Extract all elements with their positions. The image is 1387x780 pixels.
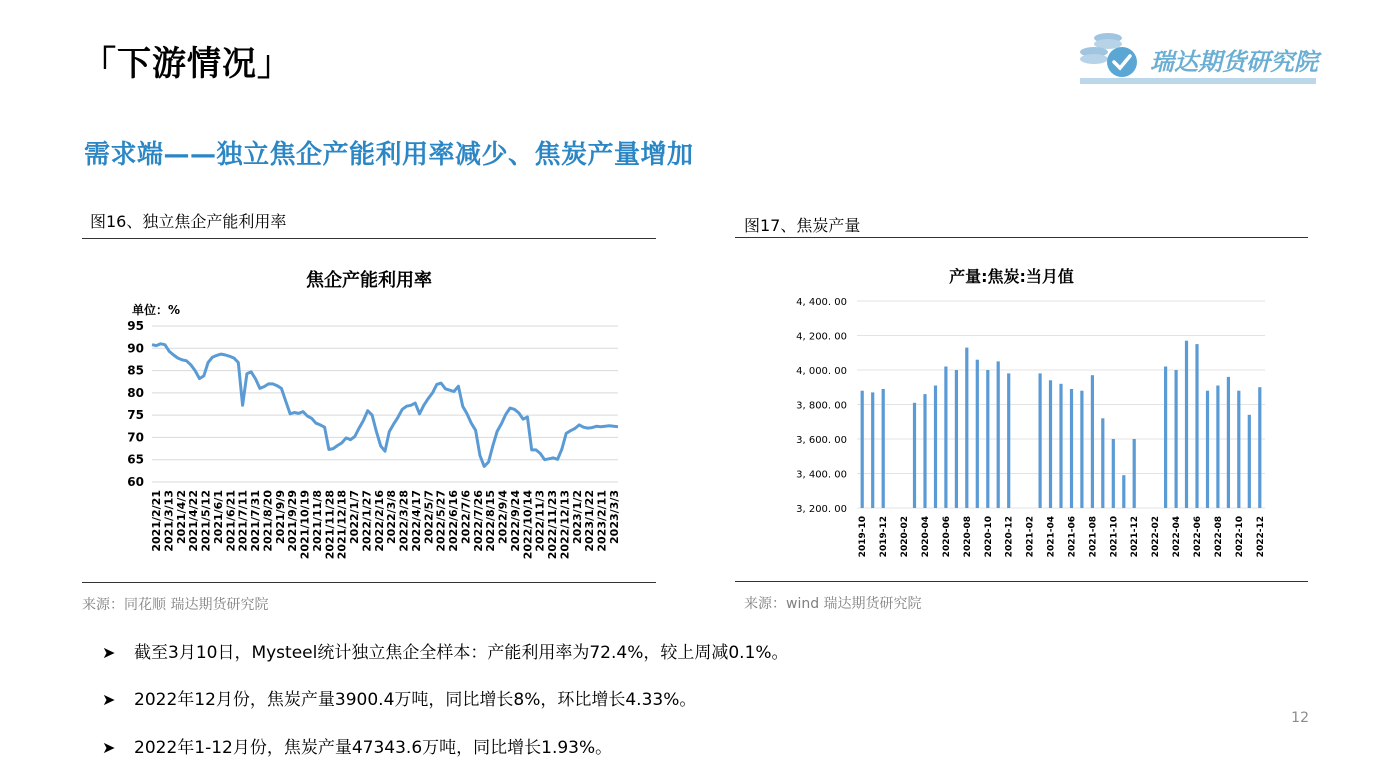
y-tick-label: 3, 600. 00 xyxy=(796,435,847,446)
x-tick-label: 2023/1/2 xyxy=(570,490,584,544)
x-tick-label: 2022/8/15 xyxy=(484,490,498,552)
bar xyxy=(1133,439,1136,508)
bar xyxy=(913,403,916,508)
bar xyxy=(944,367,947,509)
x-tick-label: 2021-10 xyxy=(1109,516,1120,558)
right-figure-caption: 图17、焦炭产量 xyxy=(744,216,861,235)
y-tick-label: 3, 400. 00 xyxy=(796,469,847,481)
x-tick-label: 2021-08 xyxy=(1088,516,1099,558)
x-tick-label: 2021/8/20 xyxy=(261,490,275,552)
x-tick-label: 2021-12 xyxy=(1130,516,1141,558)
x-tick-label: 2021/4/2 xyxy=(174,490,188,544)
coke-output-bar-chart xyxy=(735,288,1308,578)
y-tick-label: 4, 200. 00 xyxy=(796,331,847,343)
page-number: 12 xyxy=(1291,710,1309,726)
bar xyxy=(1237,391,1240,508)
y-tick-label: 4, 000. 00 xyxy=(796,366,847,377)
x-tick-label: 2020-12 xyxy=(1004,516,1015,558)
x-tick-label: 2021/7/31 xyxy=(249,490,262,552)
x-tick-label: 2022/9/4 xyxy=(496,490,510,544)
bar xyxy=(861,391,864,508)
logo-text: 瑞达期货研究院 xyxy=(1150,48,1318,76)
x-tick-label: 2022/4/17 xyxy=(409,490,423,552)
y-tick-label: 3, 200. 00 xyxy=(796,504,847,515)
x-tick-label: 2021/2/21 xyxy=(150,490,163,552)
y-tick-label: 65 xyxy=(127,452,144,467)
bullet-item xyxy=(102,638,789,663)
left-figure-source: 来源：同花顺 瑞达期货研究院 xyxy=(82,597,269,613)
left-chart-title: 焦企产能利用率 xyxy=(306,270,432,291)
bar xyxy=(955,370,958,508)
x-tick-label: 2022/3/8 xyxy=(385,490,399,544)
bar xyxy=(1101,418,1104,508)
bullet-text: 2022年1-12月份，焦炭产量47343.6万吨，同比增长1.93%。 xyxy=(134,738,613,758)
bar xyxy=(1206,391,1209,508)
x-tick-label: 2022/6/16 xyxy=(447,490,461,552)
bar xyxy=(1080,391,1083,508)
x-tick-label: 2022-12 xyxy=(1255,516,1266,558)
capacity-utilization-line-chart xyxy=(82,296,656,578)
x-tick-label: 2021/9/29 xyxy=(286,490,300,552)
y-unit-label: 单位：% xyxy=(132,303,181,317)
x-tick-label: 2021/10/19 xyxy=(298,490,312,560)
x-tick-label: 2022/10/14 xyxy=(521,490,535,560)
x-tick-label: 2021/9/9 xyxy=(273,490,287,544)
x-tick-label: 2022-02 xyxy=(1151,516,1162,558)
x-tick-label: 2019-10 xyxy=(858,516,869,558)
x-tick-label: 2020-10 xyxy=(983,516,994,558)
right-source-rule xyxy=(735,581,1308,582)
x-tick-label: 2022/1/7 xyxy=(348,490,362,544)
x-tick-label: 2021-02 xyxy=(1025,516,1036,558)
bar xyxy=(871,392,874,508)
y-tick-label: 3, 800. 00 xyxy=(796,400,847,412)
right-chart-title: 产量:焦炭:当月值 xyxy=(949,267,1074,286)
y-tick-label: 60 xyxy=(127,475,144,489)
y-tick-label: 85 xyxy=(127,363,144,378)
x-tick-label: 2020-04 xyxy=(921,516,931,558)
x-tick-label: 2022/5/27 xyxy=(434,490,448,552)
right-caption-rule xyxy=(735,237,1308,238)
utilization-series-line xyxy=(152,344,618,467)
x-tick-label: 2021-06 xyxy=(1067,516,1078,558)
y-tick-label: 70 xyxy=(127,430,144,445)
x-tick-label: 2020-06 xyxy=(941,516,952,558)
x-tick-label: 2021-04 xyxy=(1046,516,1057,558)
bar xyxy=(882,389,885,508)
x-tick-label: 2023/3/3 xyxy=(608,490,621,544)
x-tick-label: 2022/1/27 xyxy=(360,490,374,552)
x-tick-label: 2022-08 xyxy=(1213,516,1224,558)
x-tick-label: 2023/2/11 xyxy=(595,490,609,552)
x-tick-label: 2021/12/18 xyxy=(335,490,349,560)
y-tick-label: 90 xyxy=(127,341,144,356)
x-tick-label: 2021/6/21 xyxy=(224,490,238,552)
bar xyxy=(1091,375,1094,508)
bullet-arrow-icon: ➤ xyxy=(102,690,116,709)
bar xyxy=(1039,373,1042,508)
x-tick-label: 2021/7/11 xyxy=(236,490,250,552)
x-tick-label: 2022-04 xyxy=(1172,516,1183,558)
bar xyxy=(1227,377,1230,508)
section-subtitle: 需求端——独立焦企产能利用率减少、焦炭产量增加 xyxy=(84,140,694,170)
x-tick-label: 2022/9/24 xyxy=(509,490,522,552)
bar xyxy=(1049,380,1052,508)
x-tick-label: 2022/12/13 xyxy=(558,490,572,560)
bullet-item xyxy=(102,685,696,710)
bullet-text: 截至3月10日，Mysteel统计独立焦企全样本：产能利用率为72.4%，较上周减0.1%。 xyxy=(134,643,789,663)
x-tick-label: 2022/7/6 xyxy=(459,490,473,544)
company-logo xyxy=(1076,26,1316,88)
y-tick-label: 4, 400. 00 xyxy=(796,297,847,308)
x-tick-label: 2022/7/26 xyxy=(471,490,485,552)
bar xyxy=(1175,370,1178,508)
bar xyxy=(1112,439,1115,508)
x-tick-label: 2022/11/23 xyxy=(546,490,560,560)
bar xyxy=(986,370,989,508)
x-tick-label: 2023/1/22 xyxy=(583,490,597,552)
x-tick-label: 2022-10 xyxy=(1234,516,1245,558)
bar xyxy=(997,361,1000,508)
bar xyxy=(1164,367,1167,509)
logo-underline xyxy=(1080,78,1316,84)
bar xyxy=(965,348,968,508)
y-tick-label: 75 xyxy=(127,408,144,423)
left-source-rule xyxy=(82,582,656,583)
x-tick-label: 2021/4/22 xyxy=(187,490,201,552)
x-tick-label: 2021/11/28 xyxy=(323,490,337,560)
bar xyxy=(1122,475,1125,508)
coins-logo-icon xyxy=(1076,26,1150,82)
y-tick-label: 95 xyxy=(127,319,144,333)
x-tick-label: 2021/6/1 xyxy=(211,490,225,544)
bar xyxy=(976,360,979,508)
y-tick-label: 80 xyxy=(127,385,144,400)
x-tick-label: 2021/3/13 xyxy=(162,490,176,552)
x-tick-label: 2022/11/3 xyxy=(533,490,547,552)
x-tick-label: 2022/5/7 xyxy=(422,490,436,544)
bullet-text: 2022年12月份，焦炭产量3900.4万吨，同比增长8%，环比增长4.33%。 xyxy=(134,690,697,710)
x-tick-label: 2020-02 xyxy=(900,516,911,558)
left-caption-rule xyxy=(82,238,656,239)
bar xyxy=(1059,384,1062,508)
bar xyxy=(1007,373,1010,508)
x-tick-label: 2022/3/28 xyxy=(397,490,411,552)
bar xyxy=(1248,415,1251,508)
x-tick-label: 2020-08 xyxy=(962,516,973,558)
bar xyxy=(1216,386,1219,509)
slide-title: 「下游情况」 xyxy=(82,44,292,84)
bar xyxy=(1195,344,1198,508)
left-figure-caption: 图16、独立焦企产能利用率 xyxy=(90,212,287,231)
x-tick-label: 2022-06 xyxy=(1193,516,1203,558)
bar xyxy=(934,386,937,509)
x-tick-label: 2021/5/12 xyxy=(199,490,213,552)
right-figure-source: 来源：wind 瑞达期货研究院 xyxy=(744,596,922,612)
x-tick-label: 2019-12 xyxy=(879,516,890,558)
x-tick-label: 2022/2/16 xyxy=(372,490,386,552)
bar xyxy=(1185,341,1188,508)
bullet-arrow-icon: ➤ xyxy=(102,738,116,757)
bar xyxy=(1070,389,1073,508)
bar xyxy=(923,394,926,508)
bullet-arrow-icon: ➤ xyxy=(102,643,116,662)
bar xyxy=(1258,387,1261,508)
bullet-item xyxy=(102,733,612,758)
x-tick-label: 2021/11/8 xyxy=(310,490,324,552)
